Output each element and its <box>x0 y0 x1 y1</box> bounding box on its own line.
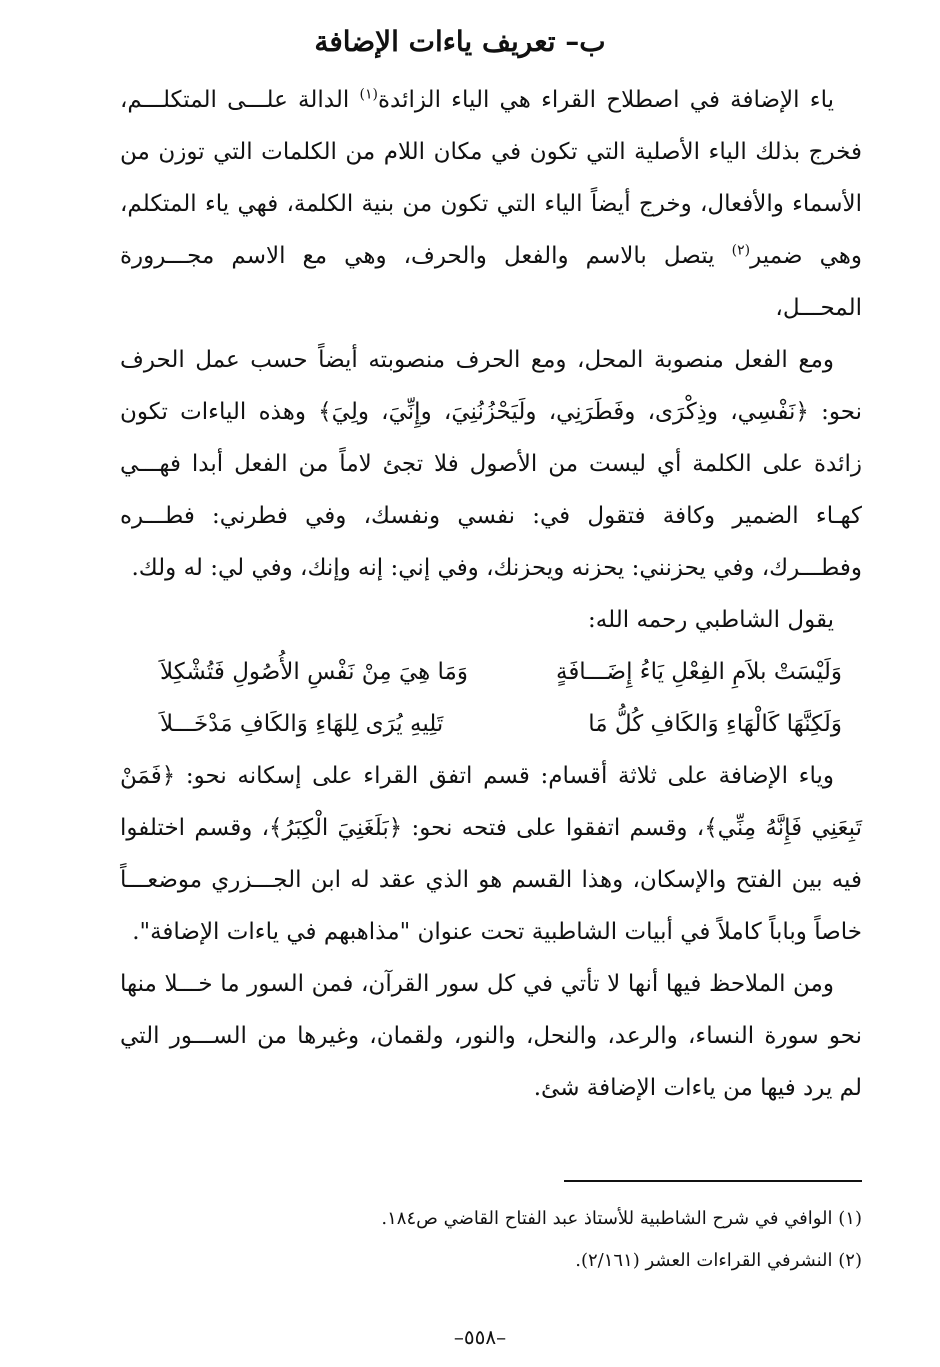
verse-second-hemistich: تَلِيهِ يُرَى لِلهَاءِ وَالكَافِ مَدْخَـــلاَ <box>160 711 444 737</box>
main-body-text <box>120 74 862 1114</box>
paragraph-definition-part-c: يتصل بالاسم والفعل والحرف، وهي مع الاسم مجـــرورة المحـــل، <box>120 243 862 321</box>
verse-second-hemistich: وَمَا هِيَ مِنْ نَفْسِ الأُصُولِ فَتُشْكِلاَ <box>160 659 468 685</box>
paragraph-grammar: ومع الفعل منصوبة المحل، ومع الحرف منصوبته أيضاً حسب عمل الحرف نحو: ﴿نَفْسِي، وذِكْرَى، وفَطَرَنِي، ولَيَحْزُنُنِيَ، وإِنِّيَ، ولِيَ﴾ وهذه الياءات تكون زائدة على الكلمة أي ليست من الأصول فلا تجئ لاماً من الفعل أبدا فهـــي كهـاء الضمير وكافة فتقول في: نفسي ونفسك، وفي فطرني: فطـــره وفطـــرك، وفي يحزنني: يحزنه ويحزنك، وفي إني: إنه وإنك، وفي لي: له ولك. <box>120 347 862 581</box>
verse-first-hemistich: وَلَيْسَتْ بلاَمِ الفِعْلِ يَاءُ إِضَـــافَةٍ <box>555 659 842 685</box>
paragraph-definition <box>120 74 862 334</box>
paragraph-observation: ومن الملاحظ فيها أنها لا تأتي في كل سور القرآن، فمن السور ما خـــلا منها نحو سورة النساء، والرعد، والنحل، والنور، ولقمان، وغيرها من الســـور التي لم يرد فيها من ياءات الإضافة شئ. <box>120 971 862 1101</box>
footnote-item: (١) الوافي في شرح الشاطبية للأستاذ عبد الفتاح القاضي ص١٨٤. <box>381 1208 862 1229</box>
footnote-ref-1: (١) <box>359 86 378 103</box>
section-title: ب– تعريف ياءات الإضافة <box>314 25 606 58</box>
footnote-ref-2: (٢) <box>731 242 751 259</box>
paragraph-categories: وياء الإضافة على ثلاثة أقسام: قسم اتفق القراء على إسكانه نحو: ﴿فَمَنْ تَبِعَنِي فَإِنَّهُ مِنِّي﴾، وقسم اتفقوا على فتحه نحو: ﴿بَلَغَنِيَ الْكِبَرُ﴾، وقسم اختلفوا فيه بين الفتح والإسكان، وهذا القسم هو الذي عقد له ابن الجـــزري موضعـــاً خاصاً وباباً كاملاً في أبيات الشاطبية تحت عنوان "مذاهبهم في ياءات الإضافة". <box>120 763 862 945</box>
paragraph-definition-part-a: ياء الإضافة في اصطلاح القراء هي الياء الزائدة <box>377 87 834 113</box>
footnote-divider <box>564 1180 862 1182</box>
verse-first-hemistich: وَلَكِنَّهَا كَالْهَاءِ وَالكَافِ كُلُّ مَا <box>588 711 842 737</box>
shatibi-poem <box>120 646 862 750</box>
footnotes <box>120 1198 862 1282</box>
page-number: –٥٥٨– <box>453 1325 507 1349</box>
poem-verse <box>120 646 862 698</box>
footnote-item: (٢) النشرفي القراءات العشر (٢/١٦١). <box>575 1250 862 1271</box>
paragraph-definition-part-b: الدالة علـــى المتكلـــم، فخرج بذلك الياء الأصلية التي تكون في مكان اللام من الكلمات التي توزن من الأسماء والأفعال، وخرج أيضاً الياء التي تكون من بنية الكلمة، فهي ياء المتكلم، وهي ضمير <box>120 87 862 269</box>
poem-verse <box>120 698 862 750</box>
poem-intro: يقول الشاطبي رحمه الله: <box>588 607 834 633</box>
